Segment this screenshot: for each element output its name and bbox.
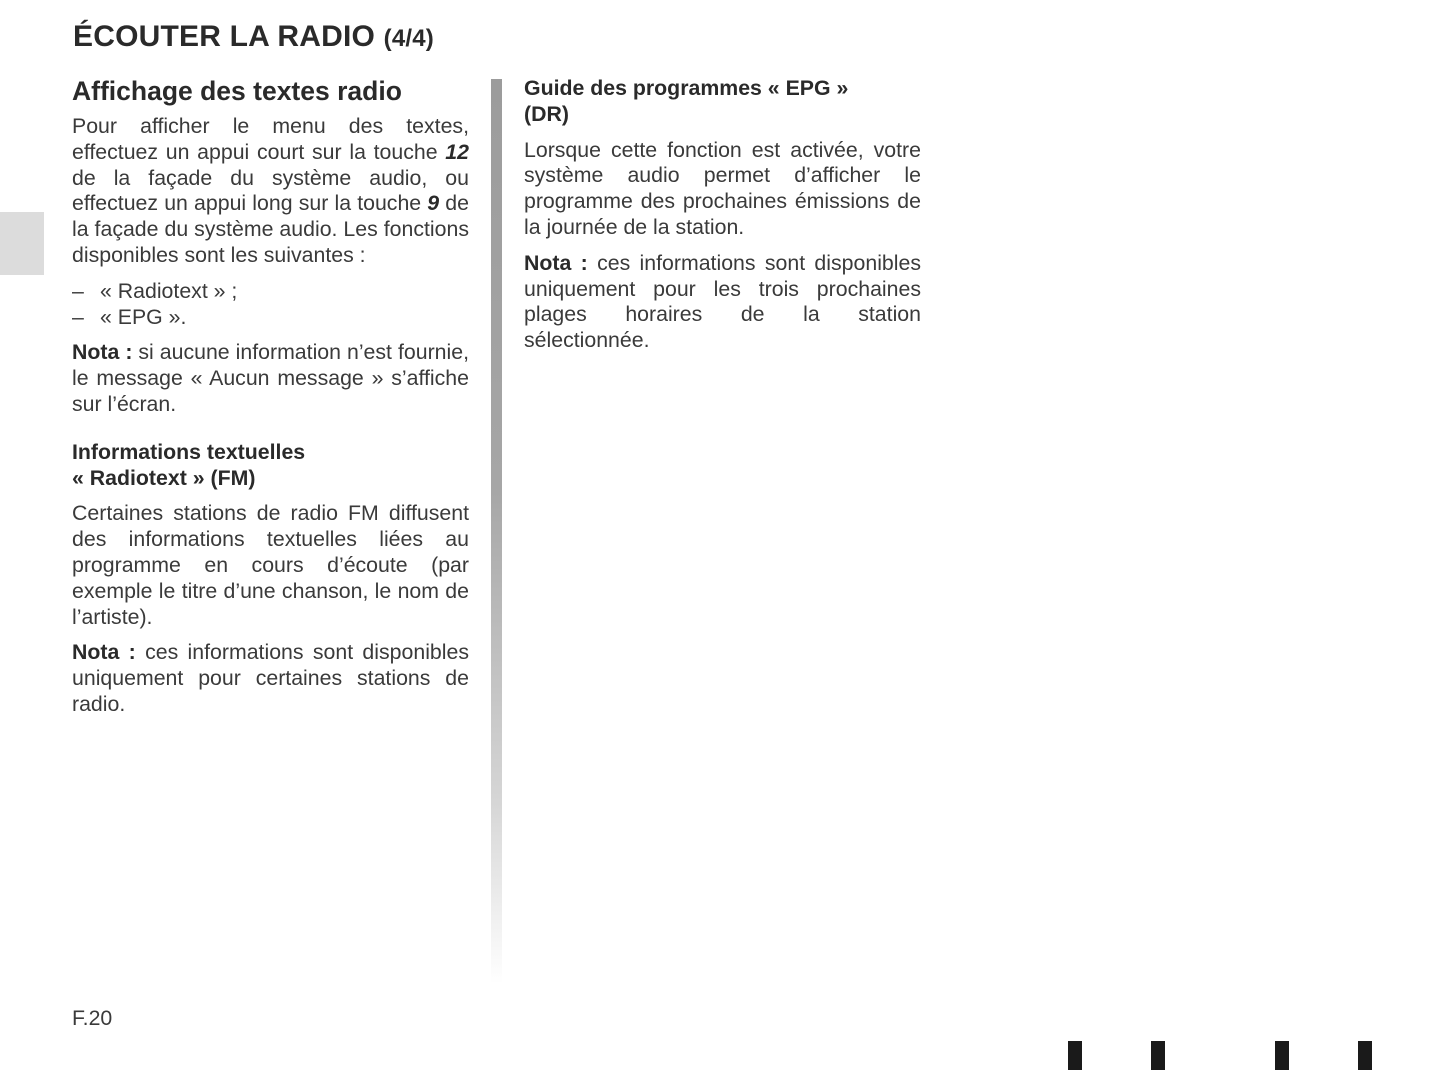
list-item-text: « EPG ».: [100, 304, 187, 329]
nota-label: Nota :: [72, 340, 133, 365]
function-list: [72, 279, 469, 331]
intro-text-3: de la façade du système audio. Les fonctions disponibles sont les suivantes :: [72, 191, 470, 267]
registration-mark: [1068, 1041, 1082, 1070]
radiotext-title: [72, 440, 469, 492]
section-title: Affichage des textes radio: [72, 76, 402, 106]
list-dash: –: [72, 278, 84, 303]
epg-title: [524, 76, 921, 128]
page-title-main: ÉCOUTER LA RADIO: [73, 20, 376, 53]
page-title: [73, 20, 434, 54]
left-column: [72, 76, 469, 728]
radiotext-paragraph: Certaines stations de radio FM diffusent des informations textuelles liées au programme en cours d’écoute (par exemple le titre d’une chanson, le nom de l’artiste).: [72, 501, 469, 629]
right-column: [524, 76, 921, 364]
list-item: [72, 305, 469, 331]
chapter-tab-marker: [0, 212, 44, 275]
page-number: F.20: [72, 1006, 113, 1030]
intro-text-2: de la façade du système audio, ou effectuez un appui long sur la touche: [72, 165, 469, 216]
nota-paragraph: [72, 340, 469, 417]
nota-paragraph: [72, 640, 469, 717]
radiotext-title-line2: « Radiotext » (FM): [72, 465, 256, 490]
key-number-12: 12: [445, 139, 469, 164]
list-item-text: « Radiotext » ;: [100, 278, 238, 303]
nota-paragraph: [524, 251, 921, 354]
registration-mark: [1358, 1041, 1372, 1070]
radiotext-title-line1: Informations textuelles: [72, 439, 306, 464]
nota-text: ces informations sont disponibles uniquement pour certaines stations de radio.: [72, 640, 469, 716]
epg-paragraph: Lorsque cette fonction est activée, votre système audio permet d’afficher le programme des prochaines émissions de la journée de la station.: [524, 137, 921, 239]
nota-text: ces informations sont disponibles uniquement pour les trois prochaines plages horaires de la station sélectionnée.: [524, 250, 921, 353]
epg-title-line1: Guide des programmes « EPG »: [524, 76, 849, 100]
registration-mark: [1151, 1041, 1165, 1070]
nota-label: Nota :: [524, 250, 588, 275]
epg-title-line2: (DR): [524, 101, 569, 126]
registration-mark: [1275, 1041, 1289, 1070]
intro-paragraph: [72, 114, 469, 269]
column-divider: [491, 79, 502, 984]
key-number-9: 9: [427, 191, 440, 216]
list-item: [72, 279, 469, 305]
nota-label: Nota :: [72, 640, 136, 665]
nota-text: si aucune information n’est fournie, le message « Aucun message » s’affiche sur l’écran.: [72, 340, 469, 416]
intro-text-1: Pour afficher le menu des textes, effectuez un appui court sur la touche: [72, 114, 469, 164]
list-dash: –: [72, 304, 84, 329]
page-title-suffix: (4/4): [383, 25, 434, 52]
